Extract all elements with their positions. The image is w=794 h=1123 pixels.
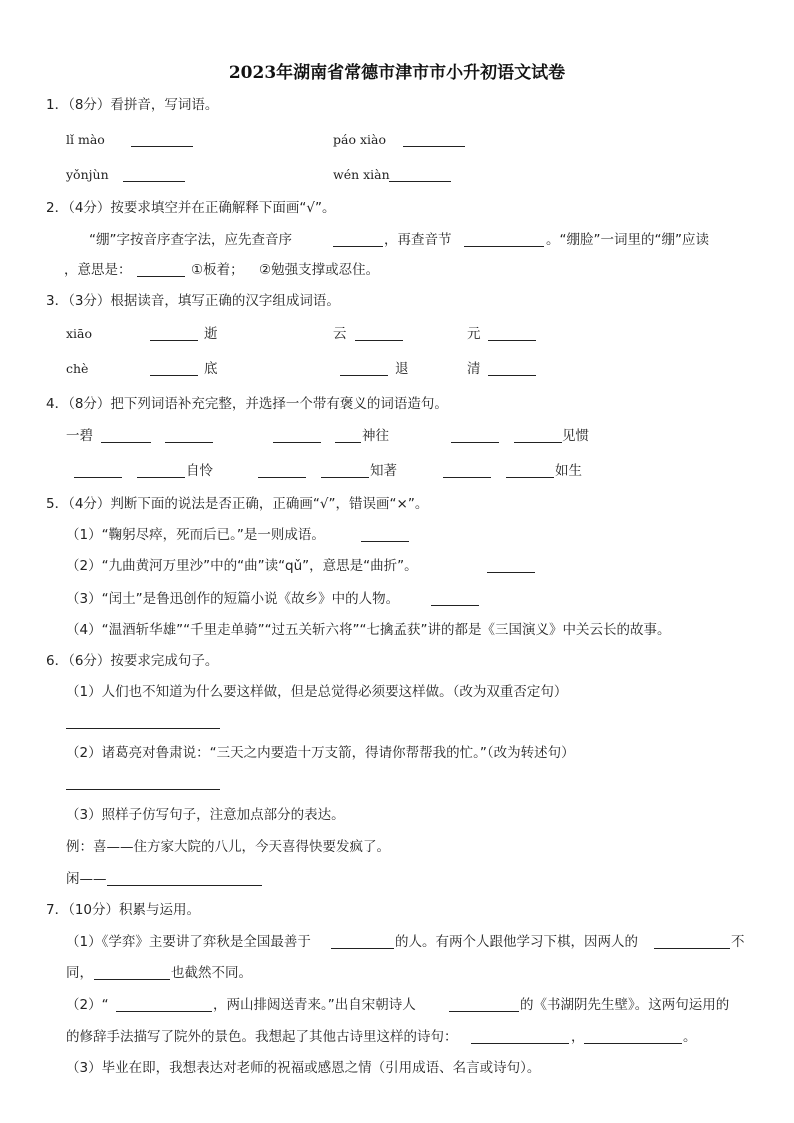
q4-blank-5[interactable]	[451, 442, 499, 443]
q1-answer-blank-1[interactable]	[131, 146, 193, 147]
q7-part3: （3）毕业在即，我想表达对老师的祝福或感恩之情（引用成语、名言或诗句）。	[66, 1060, 541, 1076]
q3-pinyin-xiao: xiāo	[66, 326, 93, 341]
q7-part1-a: （1）《学弈》主要讲了弈秋是全国最善于	[66, 934, 311, 950]
q2-text-line1c: 。“绷脸”一词里的“绷”应读	[546, 232, 709, 248]
q6-sentence-2: （2）诸葛亮对鲁肃说：“三天之内要造十万支箭，得请你帮帮我的忙。”（改为转述句）	[66, 745, 575, 761]
q4-word-rusheng: 如生	[555, 463, 582, 479]
q2-text-line2a: ，意思是：	[64, 262, 132, 278]
q1-heading: 1．（8分）看拼音，写词语。	[46, 97, 219, 113]
q7-blank-3[interactable]	[94, 979, 170, 980]
q3-word-4: 底	[204, 361, 218, 377]
q3-pinyin-che: chè	[66, 361, 89, 376]
q7-part2-c: 的《书湖阴先生壁》。这两句运用的	[520, 997, 730, 1013]
q2-option-2: ②勉强支撑或忍住。	[259, 262, 380, 278]
q1-answer-blank-2[interactable]	[403, 146, 465, 147]
q2-blank-3[interactable]	[137, 276, 185, 277]
q5-blank-1[interactable]	[361, 541, 409, 542]
q6-answer-line-3[interactable]	[107, 885, 262, 886]
q3-word-3: 元	[467, 326, 481, 342]
q4-word-shenwang: 神往	[362, 428, 389, 444]
q3-blank-5[interactable]	[340, 375, 388, 376]
q3-word-6: 清	[467, 361, 481, 377]
q2-text-line1b: ，再查音节	[384, 232, 452, 248]
q5-blank-3[interactable]	[431, 605, 479, 606]
q3-word-2: 云	[333, 326, 347, 342]
q5-item-1: （1）“鞠躬尽瘁，死而后已。”是一则成语。	[66, 527, 325, 543]
q7-part2-a: （2）“	[66, 997, 109, 1013]
q7-part2-b: ，两山排闼送青来。”出自宋朝诗人	[213, 997, 416, 1013]
q6-answer-line-1[interactable]	[66, 728, 220, 729]
q7-heading: 7．（10分）积累与运用。	[46, 902, 201, 918]
q6-example: 例：喜——住方家大院的八儿，今天喜得快要发疯了。	[66, 839, 390, 855]
q4-blank-12[interactable]	[506, 477, 554, 478]
q7-part2-d: 的修辞手法描写了院外的景色。我想起了其他古诗里这样的诗句：	[66, 1029, 458, 1045]
q4-blank-7[interactable]	[74, 477, 122, 478]
q6-sentence-1: （1）人们也不知道为什么要这样做，但是总觉得必须要这样做。（改为双重否定句）	[66, 684, 568, 700]
q3-word-5: 退	[395, 361, 409, 377]
q3-blank-1[interactable]	[150, 340, 198, 341]
q4-blank-9[interactable]	[258, 477, 306, 478]
q1-pinyin-1: lǐ mào	[66, 132, 105, 147]
q5-item-2: （2）“九曲黄河万里沙”中的“曲”读“qǔ”，意思是“曲折”。	[66, 558, 418, 574]
q7-part2-f: 。	[683, 1029, 697, 1045]
q4-word-yibi: 一碧	[66, 428, 93, 444]
q6-sentence-3: （3）照样子仿写句子，注意加点部分的表达。	[66, 807, 345, 823]
q1-pinyin-3: yǒnjùn	[66, 167, 109, 182]
q5-item-4: （4）“温酒斩华雄”“千里走单骑”“过五关斩六将”“七擒孟获”讲的都是《三国演义》中关云长的故事。	[66, 622, 671, 638]
q7-part1-d: 同，	[66, 965, 93, 981]
q3-blank-2[interactable]	[355, 340, 403, 341]
q4-heading: 4．（8分）把下列词语补充完整，并选择一个带有褒义的词语造句。	[46, 396, 448, 412]
q7-blank-1[interactable]	[331, 948, 394, 949]
q4-blank-11[interactable]	[443, 477, 491, 478]
q5-blank-2[interactable]	[487, 572, 535, 573]
page-title: 2023年湖南省常德市津市市小升初语文试卷	[228, 63, 566, 83]
q3-word-1: 逝	[204, 326, 218, 342]
q4-blank-6[interactable]	[514, 442, 562, 443]
q6-heading: 6．（6分）按要求完成句子。	[46, 653, 219, 669]
q4-word-zhizhu: 知著	[370, 463, 397, 479]
q2-option-1: ①板着；	[191, 262, 244, 278]
q4-word-jianguan: 见惯	[562, 428, 589, 444]
q7-part2-e: ，	[571, 1029, 585, 1045]
q7-blank-2[interactable]	[654, 948, 730, 949]
q2-blank-1[interactable]	[333, 246, 383, 247]
q7-blank-5[interactable]	[449, 1011, 519, 1012]
q7-part1-e: 也截然不同。	[171, 965, 252, 981]
q3-blank-6[interactable]	[488, 375, 536, 376]
q4-blank-2[interactable]	[165, 442, 213, 443]
q4-blank-10[interactable]	[321, 477, 369, 478]
q3-blank-4[interactable]	[150, 375, 198, 376]
q4-blank-4[interactable]	[335, 442, 361, 443]
q5-heading: 5．（4分）判断下面的说法是否正确，正确画“√”，错误画“×”。	[46, 496, 429, 512]
q1-answer-blank-3[interactable]	[123, 181, 185, 182]
q1-pinyin-2: páo xiào	[333, 132, 386, 147]
q2-text-line1a: “绷”字按音序查字法，应先查音序	[89, 232, 292, 248]
q4-blank-8[interactable]	[137, 477, 185, 478]
q7-part1-b: 的人。有两个人跟他学习下棋，因两人的	[395, 934, 638, 950]
q3-heading: 3．（3分）根据读音，填写正确的汉字组成词语。	[46, 293, 340, 309]
q1-pinyin-4: wén xiàn	[333, 167, 390, 182]
q6-answer-line-2[interactable]	[66, 789, 220, 790]
q5-item-3: （3）“闰土”是鲁迅创作的短篇小说《故乡》中的人物。	[66, 591, 400, 607]
q4-word-zilian: 自怜	[186, 463, 213, 479]
q7-blank-6[interactable]	[471, 1043, 569, 1044]
q7-part1-c: 不	[731, 934, 745, 950]
q2-blank-2[interactable]	[464, 246, 544, 247]
q7-blank-7[interactable]	[584, 1043, 682, 1044]
q4-blank-3[interactable]	[273, 442, 321, 443]
q2-heading: 2．（4分）按要求填空并在正确解释下面画“√”。	[46, 200, 336, 216]
q4-blank-1[interactable]	[101, 442, 151, 443]
q7-blank-4[interactable]	[116, 1011, 212, 1012]
q6-xian-prompt: 闲——	[66, 871, 107, 887]
q3-blank-3[interactable]	[488, 340, 536, 341]
q1-answer-blank-4[interactable]	[389, 181, 451, 182]
